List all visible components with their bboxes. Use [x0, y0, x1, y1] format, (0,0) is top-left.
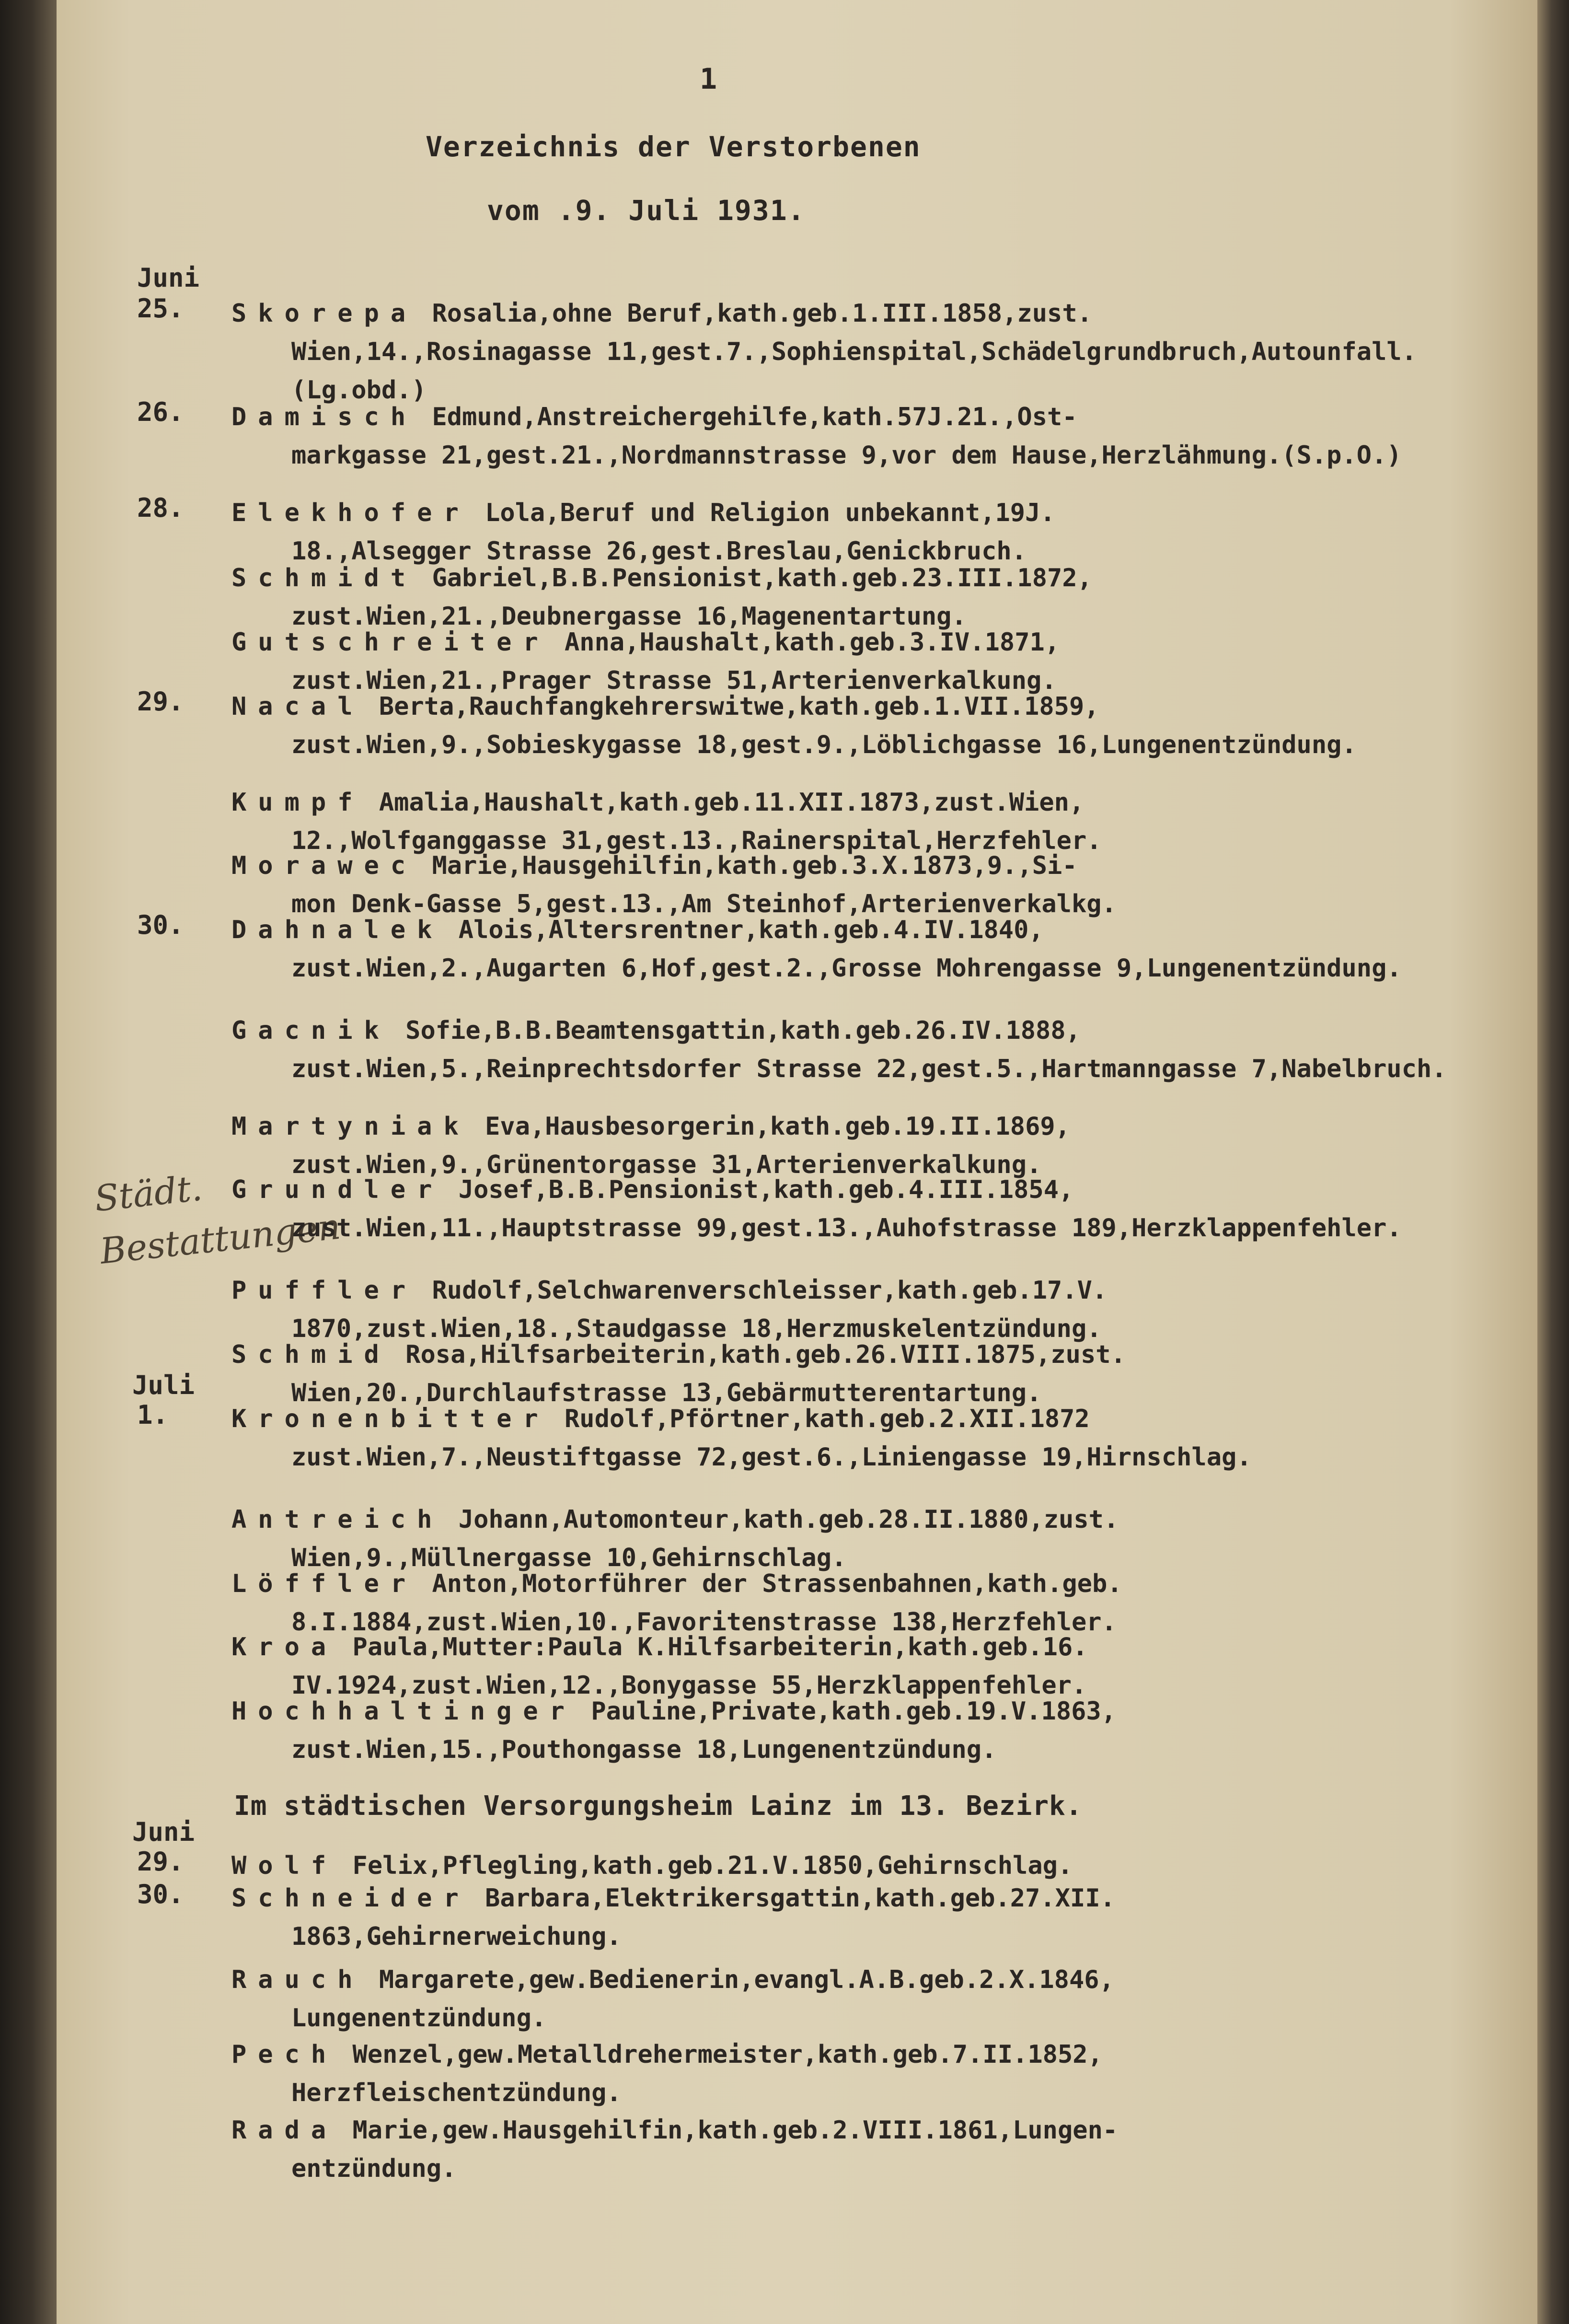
entry-details: Josef,B.B.Pensionist,kath.geb.4.III.1854, — [458, 1175, 1074, 1204]
entry-surname: Dahnalek — [231, 916, 444, 944]
entry-details-continued: zust.Wien,2.,Augarten 6,Hof,gest.2.,Grosse Mohrengasse 9,Lungenentzündung. — [291, 954, 1402, 983]
date-day: 29. — [137, 1847, 184, 1877]
death-entry — [231, 2035, 1516, 2112]
entry-details-continued: zust.Wien,21.,Deubnergasse 16,Magenentartung. — [291, 602, 967, 631]
date-day: 26. — [137, 397, 184, 427]
entry-details: Anna,Haushalt,kath.geb.3.IV.1871, — [565, 628, 1060, 657]
entry-details: Berta,Rauchfangkehrerswitwe,kath.geb.1.VII.1859, — [379, 692, 1099, 721]
entry-details-continued: zust.Wien,9.,Grünentorgasse 31,Arterienverkalkung. — [291, 1150, 1042, 1179]
entry-surname: Antreich — [231, 1505, 444, 1534]
entry-surname: Rauch — [231, 1965, 364, 1994]
entry-details-continued: 8.I.1884,zust.Wien,10.,Favoritenstrasse 138,Herzfehler. — [291, 1608, 1117, 1637]
entry-surname: Schmidt — [231, 564, 417, 593]
entry-details-continued: 18.,Alsegger Strasse 26,gest.Breslau,Genickbruch. — [291, 537, 1027, 566]
death-entry — [231, 294, 1516, 409]
book-binding — [0, 0, 58, 2324]
entry-details: Paula,Mutter:Paula K.Hilfsarbeiterin,kath.geb.16. — [352, 1633, 1088, 1662]
death-entry — [231, 687, 1516, 764]
entry-details-continued: IV.1924,zust.Wien,12.,Bonygasse 55,Herzklappenfehler. — [291, 1671, 1087, 1700]
date-day: 30. — [137, 910, 184, 940]
entry-details: Alois,Altersrentner,kath.geb.4.IV.1840, — [458, 916, 1044, 944]
entry-details: Edmund,Anstreichergehilfe,kath.57J.21.,Ost- — [432, 403, 1077, 431]
entry-details-continued: Wien,20.,Durchlaufstrasse 13,Gebärmutterentartung. — [291, 1379, 1042, 1407]
date-month: Juni — [137, 263, 200, 293]
date-month: Juli — [132, 1370, 195, 1400]
entry-details: Eva,Hausbesorgerin,kath.geb.19.II.1869, — [485, 1112, 1071, 1141]
death-entry — [231, 1400, 1516, 1476]
entry-surname: Grundler — [231, 1175, 444, 1204]
death-entry — [231, 1692, 1516, 1769]
entry-details: Marie,gew.Hausgehilfin,kath.geb.2.VIII.1861,Lungen- — [352, 2116, 1118, 2145]
entry-details: Pauline,Private,kath.geb.19.V.1863, — [591, 1697, 1117, 1726]
entry-surname: Pech — [231, 2040, 338, 2069]
page-subtitle: vom .9. Juli 1931. — [487, 194, 806, 227]
entry-details: Rudolf,Pförtner,kath.geb.2.XII.1872 — [565, 1405, 1090, 1433]
entry-surname: Gacnik — [231, 1016, 391, 1045]
entry-details: Lola,Beruf und Religion unbekannt,19J. — [485, 499, 1055, 527]
document-page — [57, 0, 1537, 2324]
death-entry — [231, 398, 1516, 475]
death-entry — [231, 1171, 1516, 1247]
entry-surname: Rada — [231, 2116, 338, 2145]
entry-details-continued: zust.Wien,5.,Reinprechtsdorfer Strasse 22,gest.5.,Hartmanngasse 7,Nabelbruch. — [291, 1055, 1447, 1083]
entry-details: Barbara,Elektrikersgattin,kath.geb.27.XII. — [485, 1884, 1115, 1913]
entry-details: Marie,Hausgehilfin,kath.geb.3.X.1873,9.,Si- — [432, 851, 1077, 880]
entry-surname: Morawec — [231, 851, 417, 880]
entry-surname: Elekhofer — [231, 499, 470, 527]
entry-surname: Damisch — [231, 403, 417, 431]
entry-details: Amalia,Haushalt,kath.geb.11.XII.1873,zust.Wien, — [379, 788, 1084, 817]
entry-details: Rosalia,ohne Beruf,kath.geb.1.III.1858,zust. — [432, 299, 1092, 328]
entry-surname: Gutschreiter — [231, 628, 550, 657]
date-day: 29. — [137, 686, 184, 717]
date-day: 25. — [137, 293, 184, 324]
entry-details-continued: zust.Wien,7.,Neustiftgasse 72,gest.6.,Liniengasse 19,Hirnschlag. — [291, 1443, 1252, 1472]
date-day: 30. — [137, 1879, 184, 1909]
date-day: 28. — [137, 493, 184, 523]
entry-details-continued: Wien,9.,Müllnergasse 10,Gehirnschlag. — [291, 1544, 847, 1572]
handwritten-margin-note: Städt. Bestattungen — [92, 1167, 343, 1272]
entry-details-continued: 1870,zust.Wien,18.,Staudgasse 18,Herzmuskelentzündung. — [291, 1314, 1102, 1343]
entry-details-continued: mon Denk-Gasse 5,gest.13.,Am Steinhof,Arterienverkalkg. — [291, 890, 1117, 918]
entry-surname: Hochhaltinger — [231, 1697, 576, 1726]
entry-details-continued: 12.,Wolfganggasse 31,gest.13.,Rainerspital,Herzfehler. — [291, 826, 1102, 855]
page-title: Verzeichnis der Verstorbenen — [426, 130, 921, 163]
entry-details: Rosa,Hilfsarbeiterin,kath.geb.26.VIII.1875,zust. — [405, 1340, 1126, 1369]
date-day: 1. — [137, 1400, 169, 1430]
date-month: Juni — [132, 1817, 195, 1847]
entry-details-continued: zust.Wien,9.,Sobieskygasse 18,gest.9.,Löblichgasse 16,Lungenentzündung. — [291, 731, 1357, 759]
entry-details: Rudolf,Selchwarenverschleisser,kath.geb.17.V. — [432, 1276, 1108, 1305]
entry-surname: Skorepa — [231, 299, 417, 328]
section-heading: Im städtischen Versorgungsheim Lainz im 13. Bezirk. — [234, 1790, 1083, 1822]
entry-details: Anton,Motorführer der Strassenbahnen,kath.geb. — [432, 1569, 1122, 1598]
entry-details: Wenzel,gew.Metalldrehermeister,kath.geb.7.II.1852, — [352, 2040, 1103, 2069]
entry-details-continued: 1863,Gehirnerweichung. — [291, 1922, 622, 1951]
entry-details: Johann,Automonteur,kath.geb.28.II.1880,zust. — [458, 1505, 1119, 1534]
entry-details: Gabriel,B.B.Pensionist,kath.geb.23.III.1872, — [432, 564, 1092, 593]
entry-surname: Schneider — [231, 1884, 470, 1913]
entry-surname: Wolf — [231, 1851, 338, 1880]
entry-surname: Martyniak — [231, 1112, 470, 1141]
entry-surname: Kumpf — [231, 788, 364, 817]
entry-details: Margarete,gew.Bedienerin,evangl.A.B.geb.2.X.1846, — [379, 1965, 1114, 1994]
death-entry — [231, 911, 1516, 988]
entry-details-continued: Wien,14.,Rosinagasse 11,gest.7.,Sophienspital,Schädelgrundbruch,Autounfall.(Lg.obd.) — [291, 337, 1417, 405]
entry-details-continued: markgasse 21,gest.21.,Nordmannstrasse 9,vor dem Hause,Herzlähmung.(S.p.O.) — [291, 441, 1402, 470]
entry-surname: Nacal — [231, 692, 364, 721]
death-entry — [231, 1961, 1516, 2037]
entry-surname: Puffler — [231, 1276, 417, 1305]
entry-details-continued: zust.Wien,15.,Pouthongasse 18,Lungenentzündung. — [291, 1735, 997, 1764]
entry-surname: Kroa — [231, 1633, 338, 1662]
entry-details: Sofie,B.B.Beamtensgattin,kath.geb.26.IV.1888, — [405, 1016, 1081, 1045]
page-edge — [1537, 0, 1569, 2324]
entry-surname: Löffler — [231, 1569, 417, 1598]
entry-details-continued: entzündung. — [291, 2154, 457, 2183]
entry-details-continued: zust.Wien,11.,Hauptstrasse 99,gest.13.,Auhofstrasse 189,Herzklappenfehler. — [291, 1214, 1402, 1243]
entry-details-continued: Herzfleischentzündung. — [291, 2079, 622, 2107]
entry-details-continued: zust.Wien,21.,Prager Strasse 51,Arterienverkalkung. — [291, 666, 1057, 695]
entry-surname: Schmid — [231, 1340, 391, 1369]
entry-details: Felix,Pflegling,kath.geb.21.V.1850,Gehirnschlag. — [352, 1851, 1073, 1880]
death-entry — [231, 2111, 1516, 2188]
page-number: 1 — [700, 62, 717, 96]
entry-details-continued: Lungenentzündung. — [291, 2004, 547, 2033]
death-entry — [231, 1011, 1516, 1088]
death-entry — [231, 1879, 1516, 1956]
entry-surname: Kronenbitter — [231, 1405, 550, 1433]
